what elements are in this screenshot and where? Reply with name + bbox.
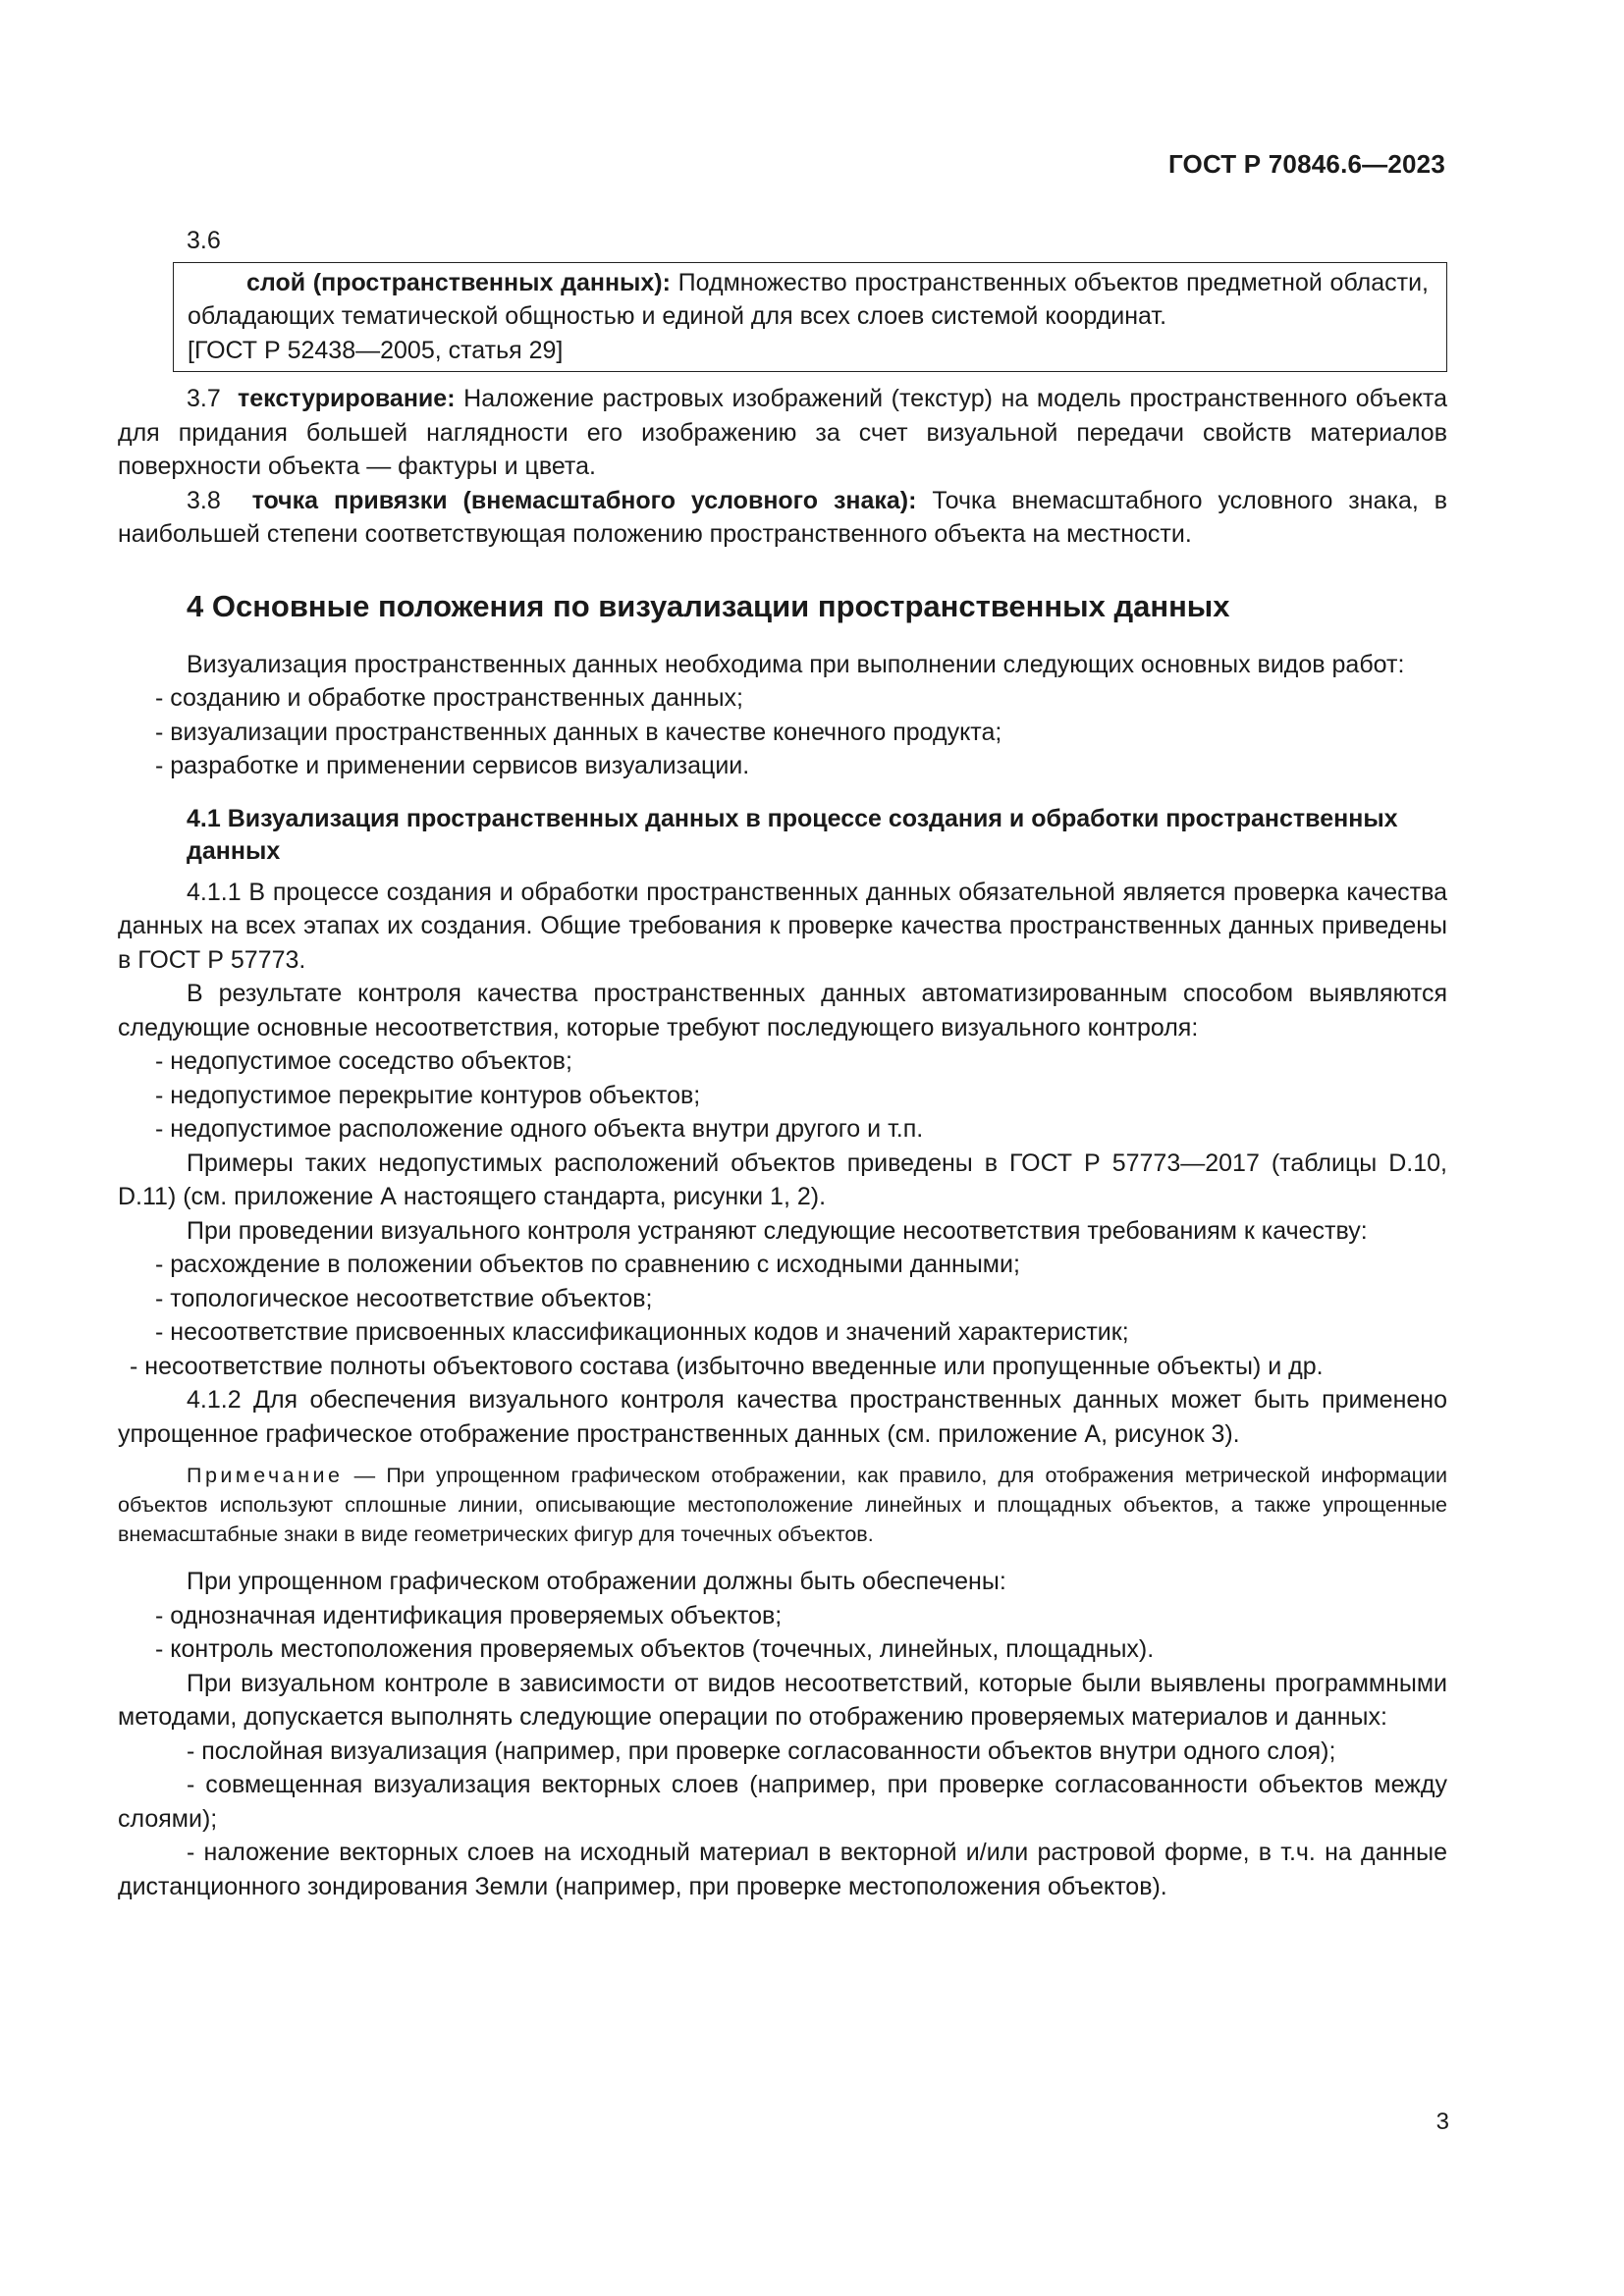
paragraph-simplified: При упрощенном графическом отображении должны быть обеспечены: bbox=[187, 1568, 1006, 1595]
list-item: - контроль местоположения проверяемых объектов (точечных, линейных, площадных). bbox=[155, 1635, 1155, 1663]
paragraph-visual-control: При проведении визуального контроля устраняют следующие несоответствия требованиям к качеству: bbox=[187, 1216, 1368, 1245]
clause-3-7-term: текстурирование: bbox=[238, 385, 456, 412]
nonconformity-list bbox=[118, 1044, 1447, 1147]
term-3-6 bbox=[188, 266, 1429, 334]
note-label: Примечание bbox=[187, 1464, 344, 1487]
list-item: - несоответствие полноты объектового состава (избыточно введенные или пропущенные объекты) и др. bbox=[130, 1352, 1324, 1380]
term-box-3-6 bbox=[173, 262, 1447, 373]
clause-3-7-text: Наложение растровых изображений (текстур) на модель пространственного объекта для придания большей наглядности его изображению за счет визуальной передачи свойств материалов поверхности объекта — фактуры и цвета. bbox=[118, 385, 1447, 480]
list-item: - однозначная идентификация проверяемых объектов; bbox=[155, 1601, 783, 1629]
clause-3-6-number: 3.6 bbox=[187, 227, 221, 254]
clause-3-8 bbox=[118, 484, 1447, 552]
paragraph-examples: Примеры таких недопустимых расположений объектов приведены в ГОСТ Р 57773—2017 (таблицы D.10, D.11) (см. приложение А настоящего стандарта, рисунки 1, 2). bbox=[118, 1148, 1447, 1210]
list-item: - недопустимое перекрытие контуров объектов; bbox=[155, 1081, 701, 1109]
list-item: - расхождение в положении объектов по сравнению с исходными данными; bbox=[155, 1251, 1020, 1278]
paragraph-operations: При визуальном контроле в зависимости от видов несоответствий, которые были выявлены программными методами, допускается выполнять следующие операции по отображению проверяемых материалов и данных: bbox=[118, 1669, 1447, 1731]
list-item: - совмещенная визуализация векторных слоев (например, при проверке согласованности объектов между слоями); bbox=[118, 1771, 1447, 1833]
list-item: - топологическое несоответствие объектов; bbox=[155, 1284, 653, 1312]
term-3-6-title: слой (пространственных данных): bbox=[246, 268, 671, 296]
term-3-6-source: [ГОСТ Р 52438—2005, статья 29] bbox=[188, 336, 564, 364]
note bbox=[118, 1461, 1447, 1549]
operations-list bbox=[118, 1735, 1447, 1904]
list-item: - созданию и обработке пространственных данных; bbox=[155, 684, 743, 712]
paragraph-result: В результате контроля качества пространственных данных автоматизированным способом выявляются следующие основные несоответствия, которые требуют последующего визуального контроля: bbox=[118, 980, 1447, 1041]
term-3-6-definition: Подмножество пространственных объектов предметной области, обладающих тематической общностью и единой для всех слоев системой координат. bbox=[188, 268, 1429, 330]
clause-3-8-number: 3.8 bbox=[187, 486, 221, 514]
clause-4-1-2: 4.1.2 Для обеспечения визуального контроля качества пространственных данных может быть применено упрощенное графическое отображение пространственных данных (см. приложение А, рисунок 3). bbox=[118, 1386, 1447, 1448]
list-item: - визуализации пространственных данных в качестве конечного продукта; bbox=[155, 718, 1002, 746]
section-4-heading: 4 Основные положения по визуализации пространственных данных bbox=[187, 588, 1230, 623]
clause-3-7 bbox=[118, 382, 1447, 484]
clause-3-8-term: точка привязки (внемасштабного условного знака): bbox=[251, 486, 917, 514]
list-item: - наложение векторных слоев на исходный материал в векторной и/или растровой форме, в т.ч. на данные дистанционного зондирования Земли (например, при проверке местоположения объектов). bbox=[118, 1839, 1447, 1900]
list-item: - недопустимое расположение одного объекта внутри другого и т.п. bbox=[155, 1115, 924, 1143]
section-4-list bbox=[118, 681, 1447, 783]
note-text: — При упрощенном графическом отображении, как правило, для отображения метрической информации объектов используют сплошные линии, описывающие местоположение линейных и площадных объектов, а также упрощенные внемасштабные знаки в виде геометрических фигур для точечных объектов. bbox=[118, 1464, 1447, 1546]
clause-4-1-1: 4.1.1 В процессе создания и обработки пространственных данных обязательной является проверка качества данных на всех этапах их создания. Общие требования к проверке качества пространственных данных приведены в ГОСТ Р 57773. bbox=[118, 878, 1447, 974]
simplified-list bbox=[118, 1599, 1447, 1667]
list-item: - недопустимое соседство объектов; bbox=[155, 1047, 572, 1075]
clause-3-7-number: 3.7 bbox=[187, 385, 221, 412]
standard-header: ГОСТ Р 70846.6—2023 bbox=[1167, 149, 1445, 179]
list-item: - разработке и применении сервисов визуализации. bbox=[155, 752, 750, 779]
page-number: 3 bbox=[1435, 2109, 1449, 2135]
section-4-intro: Визуализация пространственных данных необходима при выполнении следующих основных видов работ: bbox=[187, 650, 1405, 678]
visual-control-list bbox=[118, 1248, 1447, 1383]
list-item: - послойная визуализация (например, при проверке согласованности объектов внутри одного слоя); bbox=[187, 1736, 1336, 1765]
page-body bbox=[118, 224, 1447, 1903]
clause-3-8-text: Точка внемасштабного условного знака, в наибольшей степени соответствующая положению пространственного объекта на местности. bbox=[118, 486, 1447, 548]
list-item: - несоответствие присвоенных классификационных кодов и значений характеристик; bbox=[155, 1318, 1129, 1346]
section-4-1-heading: 4.1 Визуализация пространственных данных в процессе создания и обработки пространственных данных bbox=[187, 804, 1398, 865]
